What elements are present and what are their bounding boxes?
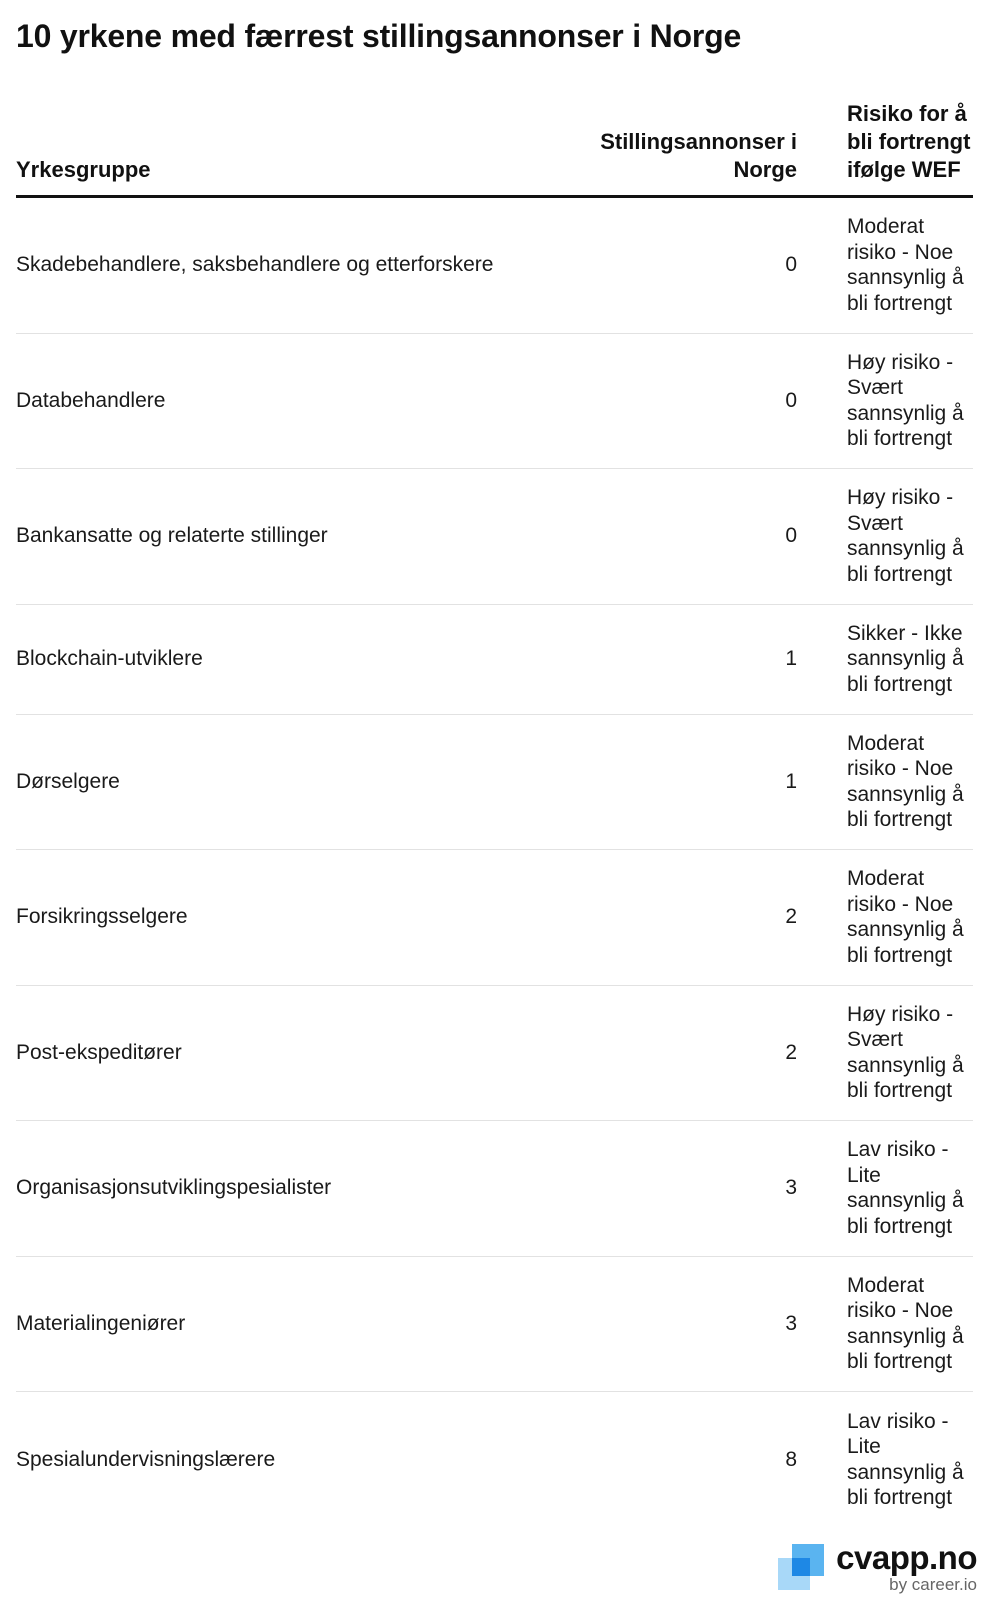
risk-cell: Sikker - Ikke sannsynlig å bli fortrengt — [847, 621, 964, 696]
risk-cell: Moderat risiko - Noe sannsynlig å bli fortrengt — [847, 215, 964, 315]
postings-cell: 3 — [785, 1176, 797, 1200]
postings-cell: 0 — [785, 524, 797, 548]
postings-cell: 0 — [785, 253, 797, 277]
risk-cell: Moderat risiko - Noe sannsynlig å bli fortrengt — [847, 731, 964, 832]
postings-cell: 8 — [785, 1447, 797, 1471]
table-row — [16, 715, 973, 851]
table-body — [16, 198, 973, 1528]
brand-name: cvapp.no — [836, 1539, 977, 1576]
brand-subtitle: by career.io — [889, 1575, 977, 1594]
postings-cell: 1 — [785, 647, 797, 670]
postings-cell: 2 — [785, 1040, 797, 1064]
occupation-cell: Spesialundervisningslærere — [16, 1447, 276, 1471]
table-row — [16, 986, 973, 1122]
risk-cell: Lav risiko - Lite sannsynlig å bli fortrengt — [847, 1138, 964, 1238]
postings-cell: 2 — [785, 905, 797, 929]
risk-cell: Lav risiko - Lite sannsynlig å bli fortrengt — [847, 1409, 964, 1510]
header-risk: Risiko for å bli fortrengt ifølge WEF — [847, 101, 971, 182]
risk-cell: Høy risiko - Svært sannsynlig å bli fortrengt — [847, 1002, 964, 1103]
table-row — [16, 1121, 973, 1257]
chart-title: 10 yrkene med færrest stillingsannonser i Norge — [16, 18, 742, 54]
risk-cell: Moderat risiko - Noe sannsynlig å bli fortrengt — [847, 867, 964, 967]
table-row — [16, 469, 973, 605]
table-header — [16, 100, 973, 198]
data-table — [16, 100, 973, 1528]
header-postings: Stillingsannonser i Norge — [600, 129, 797, 182]
occupation-cell: Materialingeniører — [16, 1311, 186, 1335]
occupation-cell: Bankansatte og relaterte stillinger — [16, 524, 328, 548]
brand-logo-block — [778, 1540, 977, 1594]
header-occupation: Yrkesgruppe — [16, 157, 151, 182]
risk-cell: Høy risiko - Svært sannsynlig å bli fortrengt — [847, 350, 964, 451]
cvapp-logo-icon — [778, 1544, 824, 1590]
table-row — [16, 198, 973, 334]
occupation-cell: Databehandlere — [16, 388, 166, 412]
postings-cell: 0 — [785, 388, 797, 412]
table-row — [16, 334, 973, 470]
occupation-cell: Dørselgere — [16, 769, 120, 793]
occupation-cell: Blockchain-utviklere — [16, 647, 203, 670]
table-row — [16, 1392, 973, 1528]
postings-cell: 1 — [785, 769, 797, 793]
risk-cell: Høy risiko - Svært sannsynlig å bli fortrengt — [847, 486, 964, 586]
occupation-cell: Post-ekspeditører — [16, 1040, 182, 1064]
table-row — [16, 1257, 973, 1393]
risk-cell: Moderat risiko - Noe sannsynlig å bli fortrengt — [847, 1273, 964, 1374]
table-row — [16, 605, 973, 715]
table-row — [16, 850, 973, 986]
postings-cell: 3 — [785, 1311, 797, 1335]
occupation-cell: Forsikringsselgere — [16, 905, 188, 929]
occupation-cell: Skadebehandlere, saksbehandlere og etterforskere — [16, 253, 494, 277]
occupation-cell: Organisasjonsutviklingspesialister — [16, 1176, 332, 1200]
